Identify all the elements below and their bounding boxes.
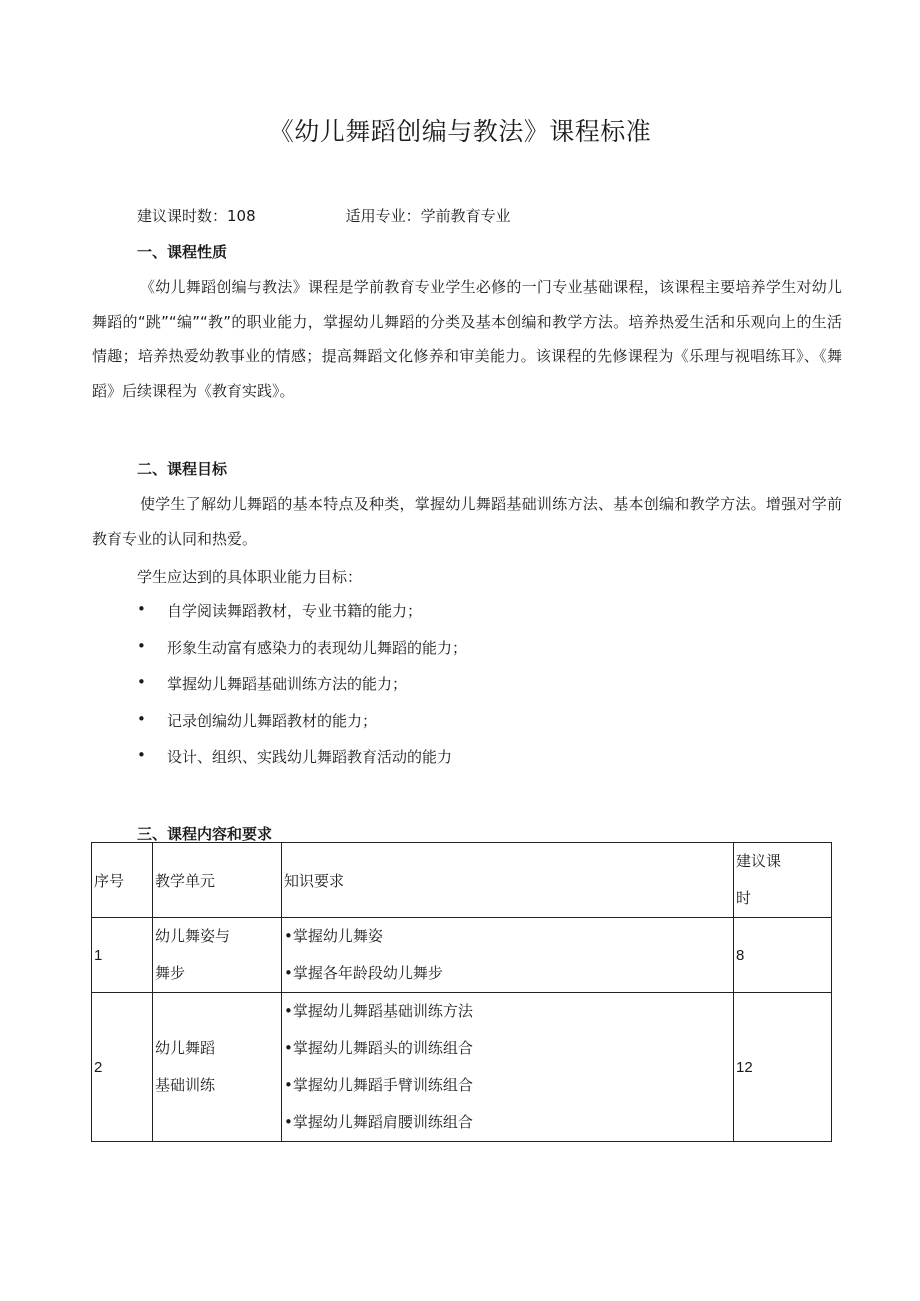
row-no: 2 bbox=[92, 993, 153, 1142]
row-no: 1 bbox=[92, 918, 153, 993]
course-meta bbox=[137, 205, 511, 226]
bullet-icon: • bbox=[137, 709, 146, 728]
row-requirements: •掌握幼儿舞蹈基础训练方法 •掌握幼儿舞蹈头的训练组合 •掌握幼儿舞蹈手臂训练组合 •掌握幼儿舞蹈肩腰训练组合 bbox=[282, 993, 734, 1142]
document-title: 《幼儿舞蹈创编与教法》课程标准 bbox=[268, 117, 652, 146]
bullet-icon: • bbox=[137, 600, 146, 618]
header-unit: 教学单元 bbox=[153, 843, 282, 918]
goals-intro: 学生应达到的具体职业能力目标： bbox=[137, 568, 363, 586]
section-heading-nature: 一、课程性质 bbox=[137, 243, 228, 261]
row-hours: 12 bbox=[734, 993, 832, 1142]
table-row bbox=[92, 918, 832, 993]
header-requirements: 知识要求 bbox=[282, 843, 734, 918]
row-unit: 幼儿舞姿与 舞步 bbox=[153, 918, 282, 993]
header-no: 序号 bbox=[92, 843, 153, 918]
section-paragraph-nature: 《幼儿舞蹈创编与教法》课程是学前教育专业学生必修的一门专业基础课程，该课程主要培养学生对幼儿舞蹈的“跳”“编”“教”的职业能力，掌握幼儿舞蹈的分类及基本创编和教学方法。培养热爱生活和乐观向上的生活情趣；培养热爱幼教事业的情感；提高舞蹈文化修养和审美能力。该课程的先修课程为《乐理与视唱练耳》、《舞蹈》后续课程为《教育实践》。 bbox=[92, 278, 842, 400]
bullet-icon: • bbox=[137, 746, 146, 764]
course-content-table bbox=[91, 842, 832, 1142]
row-hours: 8 bbox=[734, 918, 832, 993]
row-requirements: •掌握幼儿舞姿 •掌握各年龄段幼儿舞步 bbox=[282, 918, 734, 993]
table-header-row bbox=[92, 843, 832, 918]
table-row bbox=[92, 993, 832, 1142]
section-heading-goals: 二、课程目标 bbox=[137, 460, 228, 478]
bullet-icon: • bbox=[137, 673, 146, 691]
bullet-icon: • bbox=[137, 636, 146, 655]
section-heading-content: 三、课程内容和要求 bbox=[137, 825, 273, 843]
applicable-major: 适用专业：学前教育专业 bbox=[345, 207, 511, 225]
header-hours: 建议课 时 bbox=[734, 843, 832, 918]
section-paragraph-goals: 使学生了解幼儿舞蹈的基本特点及种类，掌握幼儿舞蹈基础训练方法、基本创编和教学方法。增强对学前教育专业的认同和热爱。 bbox=[92, 495, 842, 548]
row-unit: 幼儿舞蹈 基础训练 bbox=[153, 993, 282, 1142]
suggested-hours: 建议课时数：108 bbox=[137, 207, 256, 225]
